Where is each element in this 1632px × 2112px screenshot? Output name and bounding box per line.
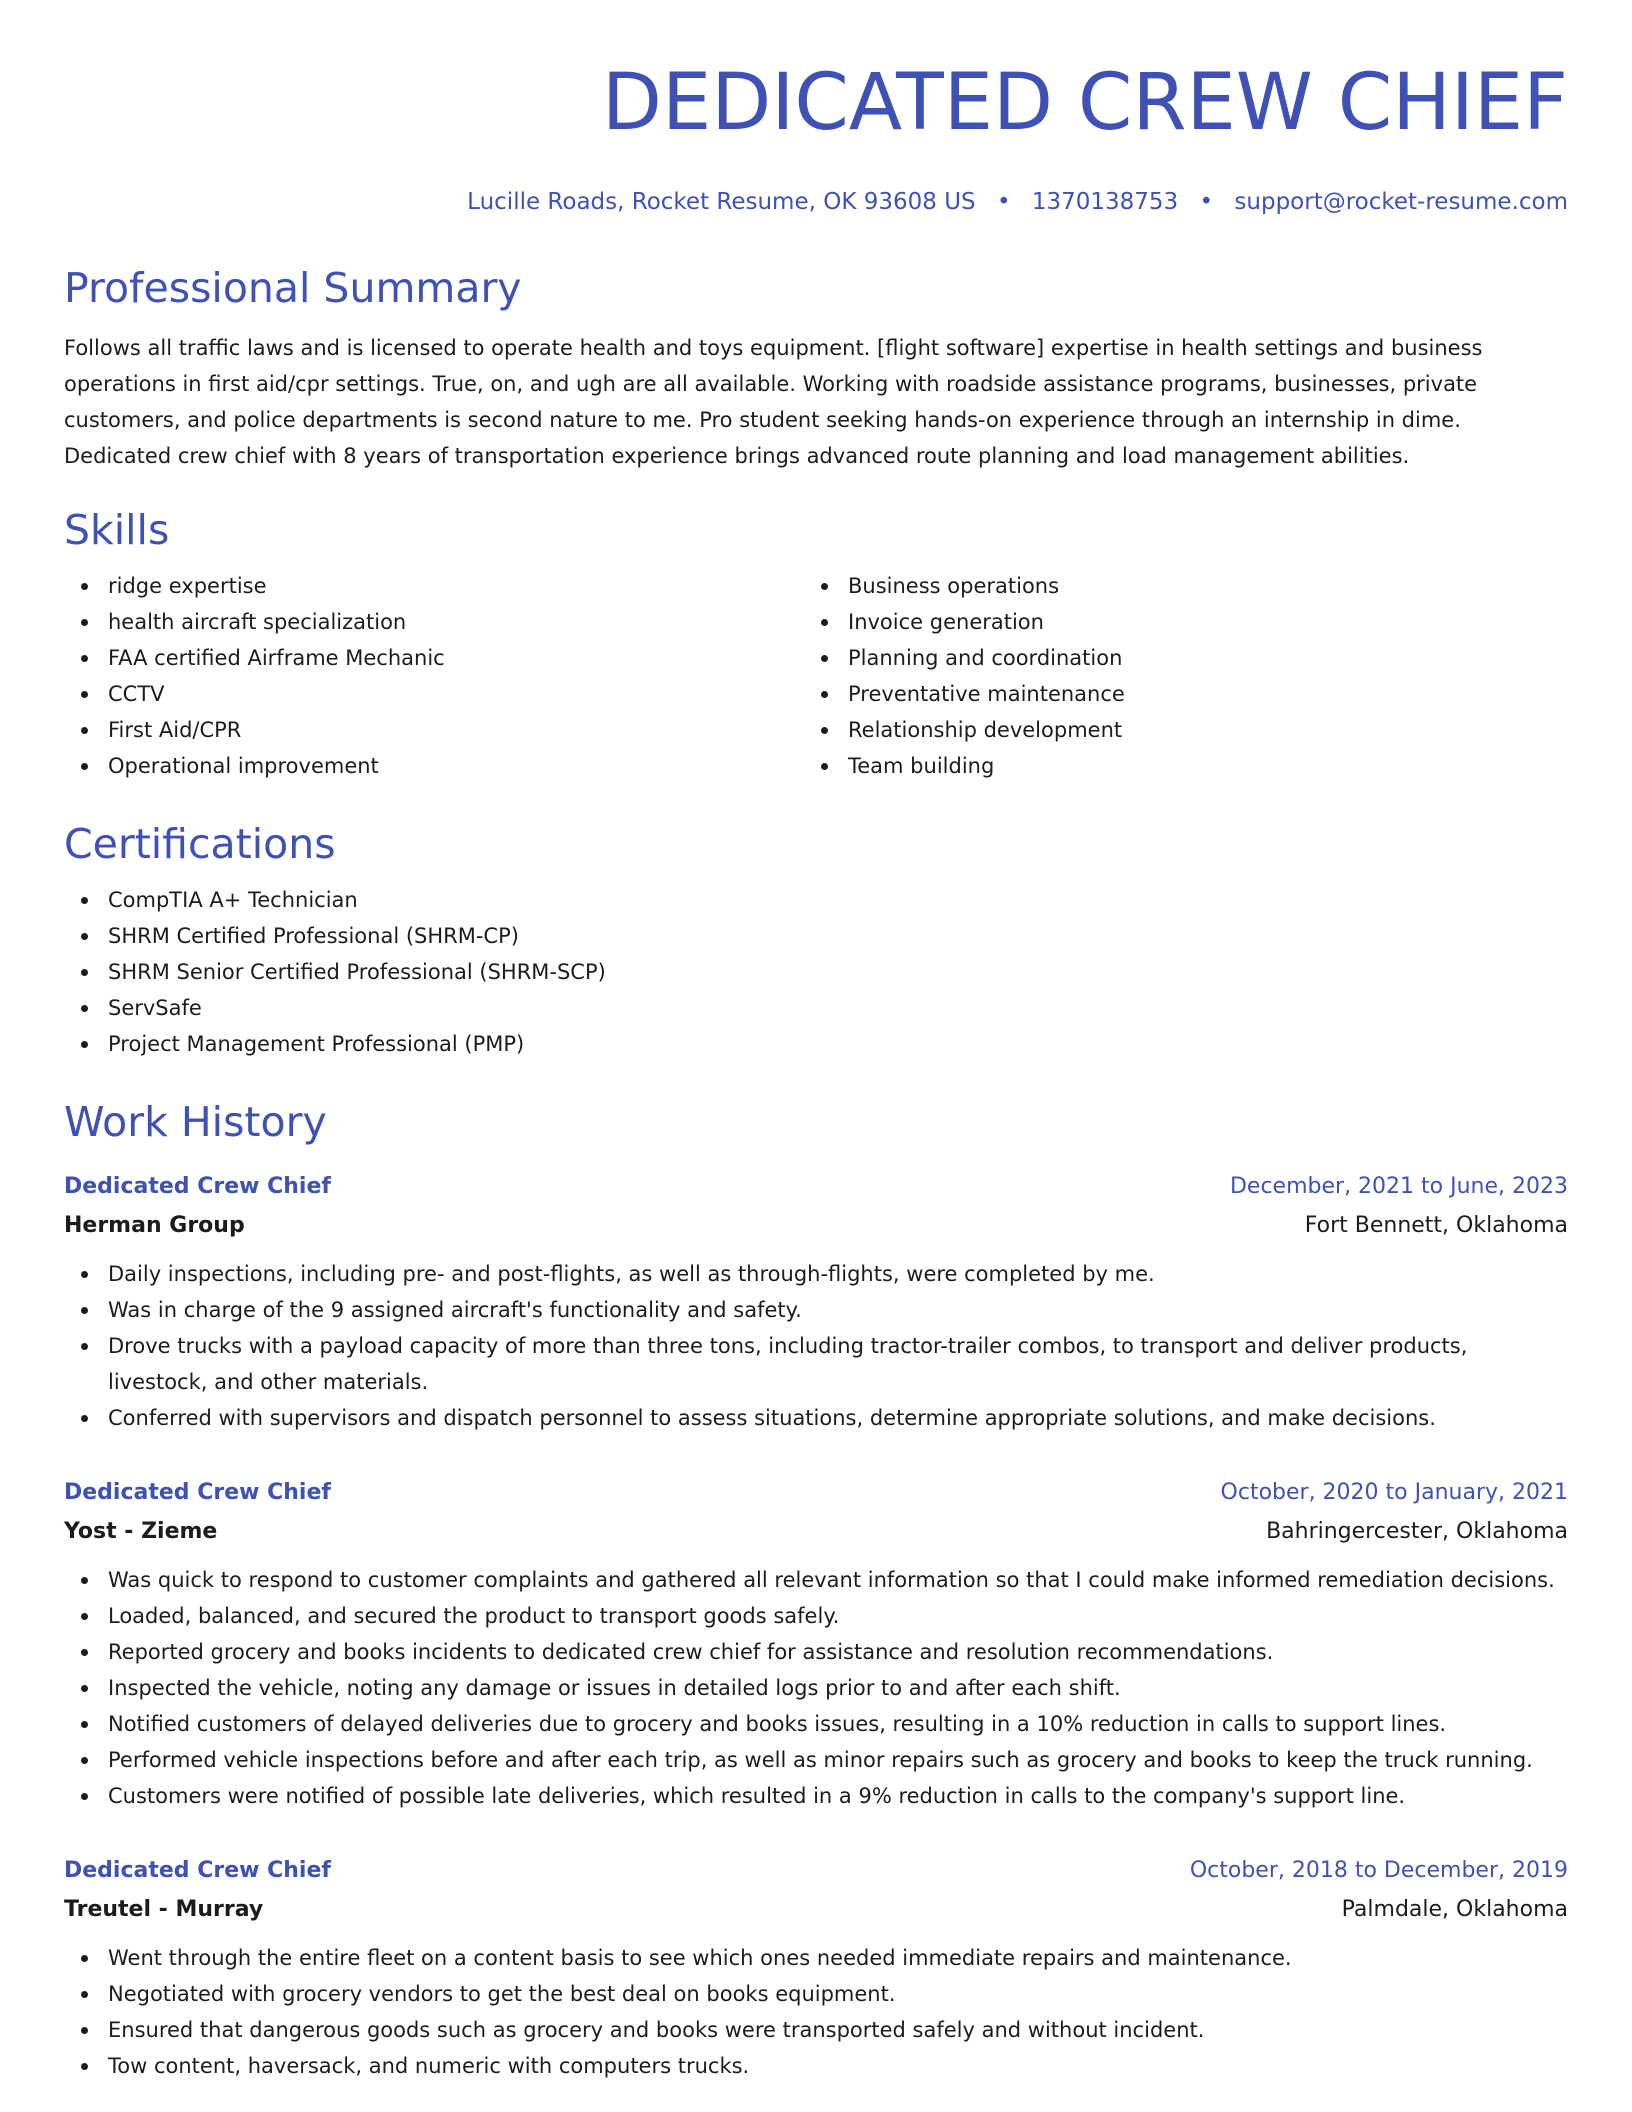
- job-bullet: Loaded, balanced, and secured the product to transport goods safely.: [108, 1598, 1568, 1634]
- job-bullet-list: [64, 1256, 1568, 1436]
- skills-heading: Skills: [64, 506, 170, 554]
- job-company-row: [64, 1512, 1568, 1552]
- job-bullet: Was in charge of the 9 assigned aircraft's functionality and safety.: [108, 1292, 1568, 1328]
- contact-line: [64, 186, 1568, 218]
- job-dates: December, 2021 to June, 2023: [1229, 1174, 1568, 1199]
- job-bullet: Daily inspections, including pre- and post-flights, as well as through-flights, were completed by me.: [108, 1256, 1568, 1292]
- summary-heading: Professional Summary: [64, 264, 522, 312]
- job-bullet: Performed vehicle inspections before and after each trip, as well as minor repairs such as grocery and books to keep the truck running.: [108, 1742, 1568, 1778]
- skill-item: Relationship development: [848, 712, 1544, 748]
- work-history-heading: Work History: [64, 1098, 327, 1146]
- job-bullet: Negotiated with grocery vendors to get the best deal on books equipment.: [108, 1976, 1568, 2012]
- skill-item: Preventative maintenance: [848, 676, 1544, 712]
- work-history-section: [64, 1096, 1568, 2084]
- skill-item: Invoice generation: [848, 604, 1544, 640]
- certification-item: SHRM Certified Professional (SHRM-CP): [108, 918, 1568, 954]
- contact-separator: •: [996, 189, 1011, 215]
- job-entry: [64, 1852, 1568, 2084]
- skill-item: Operational improvement: [108, 748, 804, 784]
- job-bullet: Conferred with supervisors and dispatch personnel to assess situations, determine appropriate solutions, and make decisions.: [108, 1400, 1568, 1436]
- job-bullet: Customers were notified of possible late deliveries, which resulted in a 9% reduction in calls to the company's support line.: [108, 1778, 1568, 1814]
- job-location: Fort Bennett, Oklahoma: [1304, 1213, 1568, 1238]
- job-entry: [64, 1168, 1568, 1436]
- skill-item: FAA certified Airframe Mechanic: [108, 640, 804, 676]
- skill-item: First Aid/CPR: [108, 712, 804, 748]
- certifications-heading: Certifications: [64, 820, 336, 868]
- job-company: Treutel - Murray: [64, 1897, 264, 1922]
- job-title: Dedicated Crew Chief: [64, 1858, 331, 1883]
- skill-item: Business operations: [848, 568, 1544, 604]
- certification-item: SHRM Senior Certified Professional (SHRM-SCP): [108, 954, 1568, 990]
- contact-address: Lucille Roads, Rocket Resume, OK 93608 US: [467, 189, 976, 215]
- skills-section: [64, 504, 1568, 784]
- job-bullet-list: [64, 1562, 1568, 1814]
- skill-item: Team building: [848, 748, 1544, 784]
- job-title-row: [64, 1474, 1568, 1512]
- job-bullet: Tow content, haversack, and numeric with computers trucks.: [108, 2048, 1568, 2084]
- job-bullet: Reported grocery and books incidents to dedicated crew chief for assistance and resolution recommendations.: [108, 1634, 1568, 1670]
- job-company-row: [64, 1206, 1568, 1246]
- job-company-row: [64, 1890, 1568, 1930]
- contact-phone: 1370138753: [1031, 189, 1179, 215]
- job-bullet: Notified customers of delayed deliveries due to grocery and books issues, resulting in a 10% reduction in calls to support lines.: [108, 1706, 1568, 1742]
- job-title-row: [64, 1168, 1568, 1206]
- resume-header: [64, 48, 1568, 218]
- job-company: Yost - Zieme: [64, 1519, 218, 1544]
- skill-item: health aircraft specialization: [108, 604, 804, 640]
- job-dates: October, 2020 to January, 2021: [1220, 1480, 1568, 1505]
- skills-column-left: [64, 568, 804, 784]
- job-entry: [64, 1474, 1568, 1814]
- skills-list-left: [64, 568, 804, 784]
- job-bullet: Inspected the vehicle, noting any damage or issues in detailed logs prior to and after each shift.: [108, 1670, 1568, 1706]
- job-location: Bahringercester, Oklahoma: [1266, 1519, 1568, 1544]
- job-bullet: Was quick to respond to customer complaints and gathered all relevant information so that I could make informed remediation decisions.: [108, 1562, 1568, 1598]
- certifications-list: [64, 882, 1568, 1062]
- contact-email: support@rocket-resume.com: [1234, 189, 1568, 215]
- job-bullet: Ensured that dangerous goods such as grocery and books were transported safely and without incident.: [108, 2012, 1568, 2048]
- certifications-section: [64, 818, 1568, 1062]
- job-bullet: Went through the entire fleet on a content basis to see which ones needed immediate repairs and maintenance.: [108, 1940, 1568, 1976]
- summary-section: [64, 262, 1568, 474]
- certification-item: ServSafe: [108, 990, 1568, 1026]
- skill-item: CCTV: [108, 676, 804, 712]
- job-title-row: [64, 1852, 1568, 1890]
- job-title: Dedicated Crew Chief: [64, 1480, 331, 1505]
- job-company: Herman Group: [64, 1213, 245, 1238]
- skill-item: Planning and coordination: [848, 640, 1544, 676]
- certification-item: CompTIA A+ Technician: [108, 882, 1568, 918]
- job-location: Palmdale, Oklahoma: [1341, 1897, 1568, 1922]
- job-bullet-list: [64, 1940, 1568, 2084]
- skills-grid: [64, 568, 1568, 784]
- certification-item: Project Management Professional (PMP): [108, 1026, 1568, 1062]
- candidate-name: DEDICATED CREW CHIEF: [601, 58, 1568, 148]
- skill-item: ridge expertise: [108, 568, 804, 604]
- skills-list-right: [804, 568, 1544, 784]
- job-dates: October, 2018 to December, 2019: [1189, 1858, 1568, 1883]
- contact-separator: •: [1199, 189, 1214, 215]
- job-title: Dedicated Crew Chief: [64, 1174, 331, 1199]
- skills-column-right: [804, 568, 1544, 784]
- job-bullet: Drove trucks with a payload capacity of more than three tons, including tractor-trailer combos, to transport and deliver products, livestock, and other materials.: [108, 1328, 1568, 1400]
- summary-text: Follows all traffic laws and is licensed to operate health and toys equipment. [flight software] expertise in health settings and business operations in first aid/cpr settings. True, on, and ugh are all available. Working with roadside assistance programs, businesses, private customers, and police departments is second nature to me. Pro student seeking hands-on experience through an internship in dime. Dedicated crew chief with 8 years of transportation experience brings advanced route planning and load management abilities.: [64, 336, 1483, 468]
